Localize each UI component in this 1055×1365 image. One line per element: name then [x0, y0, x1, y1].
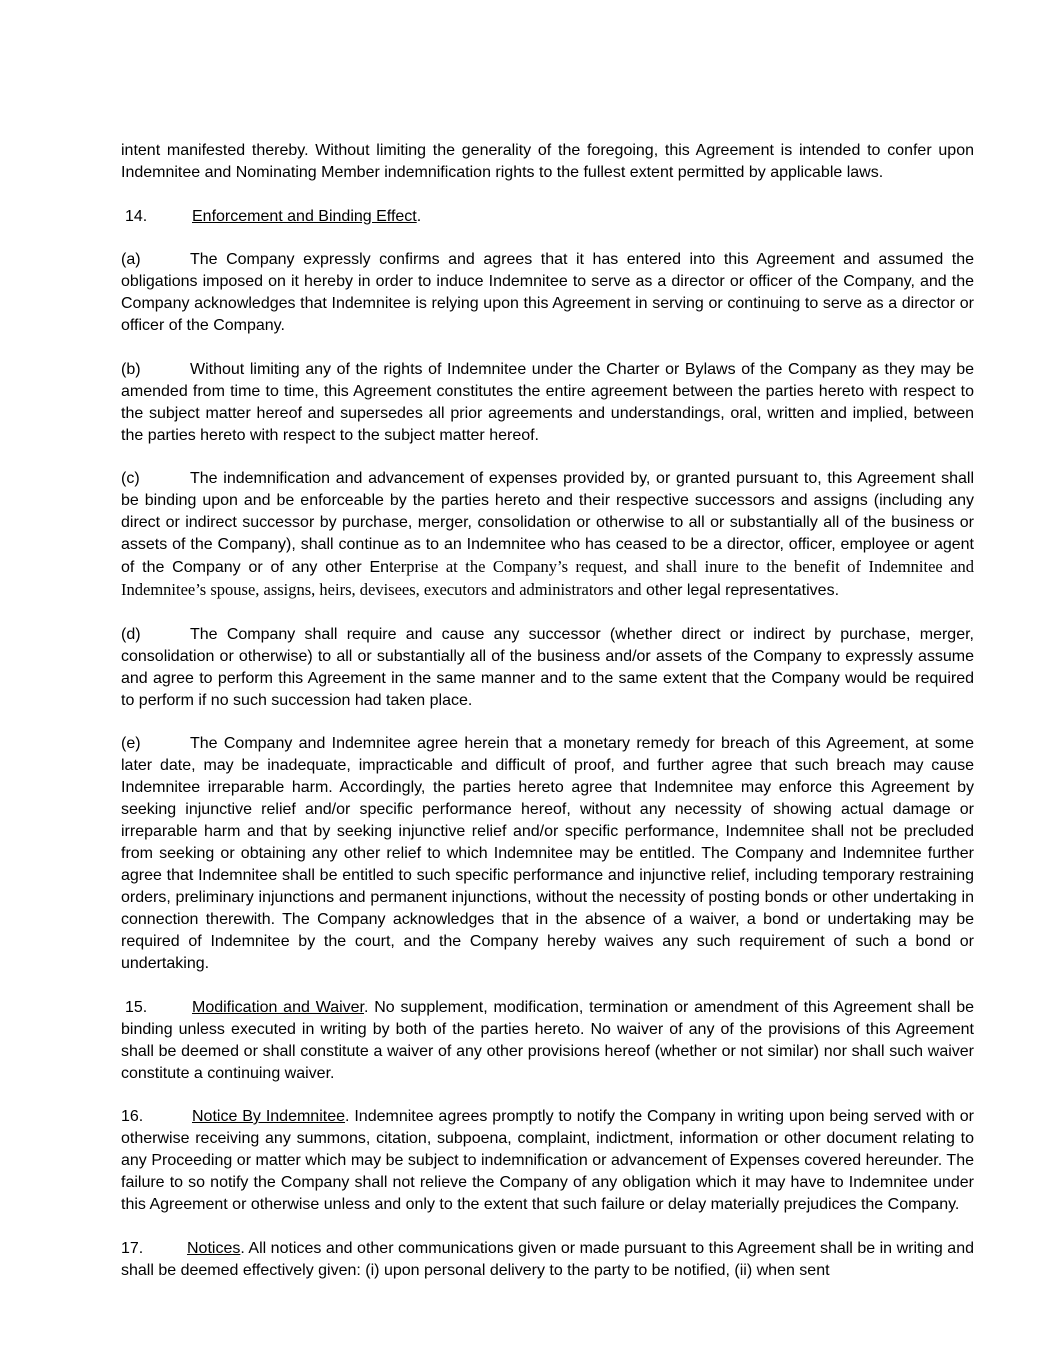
- section-14b-paragraph: [121, 359, 974, 447]
- section-14c-text-part3: other legal representatives.: [641, 582, 840, 599]
- section-14d-paragraph: [121, 624, 974, 712]
- section-16-title: Notice By Indemnitee: [192, 1108, 345, 1125]
- section-14c-text-part1: The indemnification and advancement of expenses provided by, or granted pursuant to, this Agreement shall be binding upon and be enforceable by the parties hereto and their respective successors and assigns (including any direct or indirect successor by purchase, merger, consolidation or otherwise to all or substantially all of the business or assets of the Company), shall continue as to an Indemnitee who has ceased to be a director, officer, employee or agent of the Company or of any other Ent: [121, 470, 974, 576]
- section-14-heading: [121, 206, 974, 228]
- section-14-title: Enforcement and Binding Effect: [192, 207, 417, 225]
- section-14b-text: Without limiting any of the rights of Indemnitee under the Charter or Bylaws of the Company as they may be amended from time to time, this Agreement constitutes the entire agreement between the parties hereto with respect to the subject matter hereof and supersedes all prior agreements and understandings, oral, written and implied, between the parties hereto with respect to the subject matter hereof.: [121, 360, 974, 444]
- intro-paragraph: [121, 140, 974, 184]
- section-14a-letter: (a): [121, 251, 141, 268]
- section-14c-text-part2: erprise at the Company’s request, and shall inure to the benefit of Indemnitee and Indemnitee’s spouse, assigns, heirs, devisees, executors and administrators and: [121, 557, 975, 599]
- section-17-paragraph: [121, 1238, 974, 1282]
- section-14-title-period: .: [416, 207, 422, 225]
- section-14b-letter: (b): [121, 360, 141, 378]
- section-14d-text: The Company shall require and cause any successor (whether direct or indirect by purchase, merger, consolidation or otherwise) to all or substantially all of the business and/or assets of the Company to expressly assume and agree to perform this Agreement in the same manner and to the same extent that the Company would be required to perform if no such succession had taken place.: [121, 625, 974, 709]
- document-page: [121, 140, 974, 1303]
- section-14c-letter: (c): [121, 470, 140, 487]
- section-17-number: 17.: [121, 1239, 144, 1257]
- section-15-paragraph: [121, 997, 974, 1085]
- section-16-number: 16.: [121, 1108, 144, 1125]
- section-17-title: Notices: [187, 1239, 241, 1257]
- section-14a-paragraph: [121, 249, 974, 337]
- section-16-paragraph: [121, 1106, 974, 1216]
- section-14c-paragraph: [121, 468, 974, 602]
- section-15-number: 15.: [125, 998, 148, 1016]
- section-15-title: Modification and Waiver: [192, 998, 364, 1016]
- section-14e-paragraph: [121, 733, 974, 975]
- section-15-text: . No supplement, modification, termination or amendment of this Agreement shall be binding unless executed in writing by both of the parties hereto. No waiver of any of the provisions of this Agreement shall be deemed or shall constitute a waiver of any other provisions hereof (whether or not similar) nor shall such waiver constitute a continuing waiver.: [121, 998, 974, 1082]
- section-14e-letter: (e): [121, 735, 141, 752]
- section-14e-text: The Company and Indemnitee agree herein that a monetary remedy for breach of this Agreement, at some later date, may be inadequate, impracticable and difficult of proof, and further agree that such breach may cause Indemnitee irreparable harm. Accordingly, the parties hereto agree that Indemnitee may enforce this Agreement by seeking injunctive relief and/or specific performance hereof, without any necessity of showing actual damage or irreparable harm and that by seeking injunctive relief and/or specific performance, Indemnitee shall not be precluded from seeking or obtaining any other relief to which Indemnitee may be entitled. The Company and Indemnitee further agree that Indemnitee shall be entitled to such specific performance and injunctive relief, including temporary restraining orders, preliminary injunctions and permanent injunctions, without the necessity of posting bonds or other undertaking in connection therewith. The Company acknowledges that in the absence of a waiver, a bond or undertaking may be required of Indemnitee by the court, and the Company hereby waives any such requirement of such a bond or undertaking.: [121, 735, 974, 972]
- section-17-text: . All notices and other communications given or made pursuant to this Agreement shall be in writing and shall be deemed effectively given: (i) upon personal delivery to the party to be notified, (ii) when sent: [121, 1239, 974, 1279]
- intro-text: intent manifested thereby. Without limiting the generality of the foregoing, this Agreement is intended to confer upon Indemnitee and Nominating Member indemnification rights to the fullest extent permitted by applicable laws.: [121, 142, 974, 181]
- section-14-number: 14.: [125, 207, 148, 225]
- section-14d-letter: (d): [121, 625, 141, 643]
- section-16-text: . Indemnitee agrees promptly to notify the Company in writing upon being served with or otherwise receiving any summons, citation, subpoena, complaint, indictment, information or other document relating to any Proceeding or matter which may be subject to indemnification or advancement of Expenses covered hereunder. The failure to so notify the Company shall not relieve the Company of any obligation which it may have to Indemnitee under this Agreement or otherwise unless and only to the extent that such failure or delay materially prejudices the Company.: [121, 1108, 974, 1213]
- section-14a-text: The Company expressly confirms and agrees that it has entered into this Agreement and assumed the obligations imposed on it hereby in order to induce Indemnitee to serve as a director or officer of the Company, and the Company acknowledges that Indemnitee is relying upon this Agreement in serving or continuing to serve as a director or officer of the Company.: [121, 251, 974, 334]
